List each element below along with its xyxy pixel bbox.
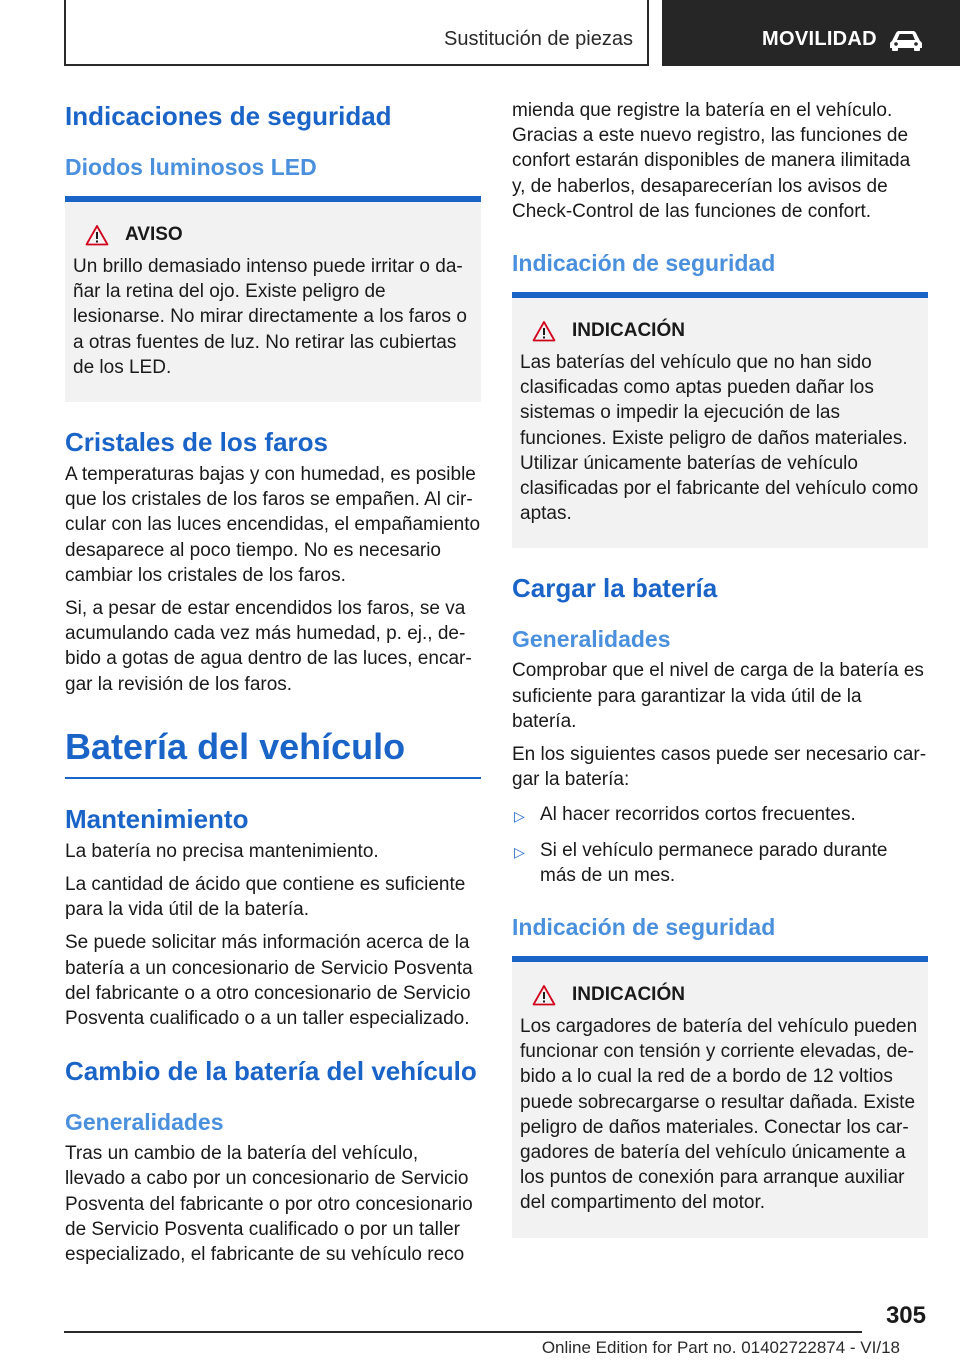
paragraph-charge-2: En los siguientes casos puede ser necesario cargar la batería: — [512, 744, 927, 791]
heading-glass: Cristales de los faros — [65, 427, 328, 458]
warning-label: AVISO — [125, 224, 183, 245]
heading-charge: Cargar la batería — [512, 573, 718, 604]
warning-label: INDICACIÓN — [572, 984, 685, 1006]
heading-maintenance: Mantenimiento — [65, 803, 249, 834]
subheading-general-right: Generalidades — [512, 626, 671, 653]
page-number: 305 — [885, 1302, 926, 1329]
list-item-text: Si el vehículo permanece parado durante más de un mes. — [540, 839, 888, 886]
subheading-led: Diodos luminosos LED — [65, 154, 317, 180]
subheading-safety-1: Indicación de seguridad — [512, 250, 776, 277]
paragraph-maint-1: La batería no precisa mantenimiento. — [65, 840, 379, 862]
warning-label: INDICACIÓN — [572, 320, 685, 342]
subheading-general-left: Generalidades — [65, 1109, 224, 1136]
header-section-title: Sustitución de piezas — [443, 28, 633, 50]
heading-battery-change: Cambio de la batería del vehículo — [65, 1056, 477, 1087]
warning-triangle-icon — [532, 984, 556, 1006]
paragraph-continued: mienda que registre la batería en el vehículo. Gracias a este nuevo registro, las funciones de confort estarán disponibles de manera ilimitada y, de haberlos, desaparecerían los avisos de Check-Control de las funciones de confort. — [512, 100, 911, 222]
header-chapter-tab — [662, 0, 960, 66]
warning-box-aviso — [65, 196, 481, 402]
footer-edition: Online Edition for Part no. 01402722874 - VI/18 — [541, 1338, 900, 1357]
triangle-bullet-icon: ▷ — [514, 808, 525, 825]
left-column — [65, 100, 481, 1267]
list-item — [512, 802, 928, 829]
warning-text: Los cargadores de batería del vehículo pueden funcionar con tensión y corriente elevadas, debido a lo cual la red de a bordo de 12 voltios puede sobrecargarse o resultar dañada. Existe peligro de daños materiales. Conectar los cargadores de batería del vehículo únicamente a los puntos de conexión para arranque auxiliar del compartimento del motor. — [520, 1016, 918, 1214]
warning-text: Las baterías del vehículo que no han sido clasificadas como aptas pueden dañar los sistemas o impedir la ejecución de las funciones. Existe peligro de daños materiales. Utilizar únicamente baterías de vehículo clasificadas por el fabricante del vehículo como aptas. — [520, 352, 919, 525]
heading-battery: Batería del vehículo — [65, 725, 481, 779]
footer-divider — [64, 1331, 862, 1333]
triangle-bullet-icon: ▷ — [514, 843, 525, 860]
paragraph-glass-2: Si, a pesar de estar encendidos los faros, se va acumulando cada vez más humedad, p. ej., debido a gotas de agua dentro de las luces, encargar la revisión de los faros. — [65, 598, 472, 695]
warning-text: Un brillo demasiado intenso puede irritar o dañar la retina del ojo. Existe peligro de lesionarse. No mirar directamente a los faros o a otras fuentes de luz. No retirar las cubiertas de los LED. — [73, 256, 467, 378]
paragraph-maint-2: La cantidad de ácido que contiene es suficiente para la vida útil de la batería. — [65, 874, 466, 921]
warning-box-indicacion-1 — [512, 292, 928, 548]
paragraph-maint-3: Se puede solicitar más información acerca de la batería a un concesionario de Servicio Posventa del fabricante o a otro concesionario de Servicio Posventa cualificado o a un taller especializado. — [65, 932, 473, 1030]
paragraph-charge-1: Comprobar que el nivel de carga de la batería es suficiente para garantizar la vida útil de la batería. — [512, 660, 924, 732]
list-item — [512, 838, 928, 888]
warning-triangle-icon — [532, 320, 556, 342]
paragraph-change: Tras un cambio de la batería del vehículo, llevado a cabo por un concesionario de Servicio Posventa del fabricante o por otro concesionario de Servicio Posventa cualificado o por un taller especializado, el fabricante de su vehículo reco — [65, 1143, 473, 1266]
warning-box-indicacion-2 — [512, 956, 928, 1238]
heading-safety: Indicaciones de seguridad — [65, 101, 392, 131]
car-icon — [888, 28, 924, 52]
header-section-tab — [64, 0, 649, 66]
right-column — [512, 98, 928, 1238]
subheading-safety-2: Indicación de seguridad — [512, 914, 776, 941]
list-item-text: Al hacer recorridos cortos frecuentes. — [540, 804, 856, 826]
paragraph-glass-1: A temperaturas bajas y con humedad, es posible que los cristales de los faros se empañen. Al circular con las luces encendidas, el empañamiento desaparece al poco tiempo. No es necesario cambiar los cristales de los faros. — [65, 464, 481, 586]
warning-triangle-icon — [85, 224, 109, 246]
header-chapter-title: MOVILIDAD — [762, 28, 877, 50]
